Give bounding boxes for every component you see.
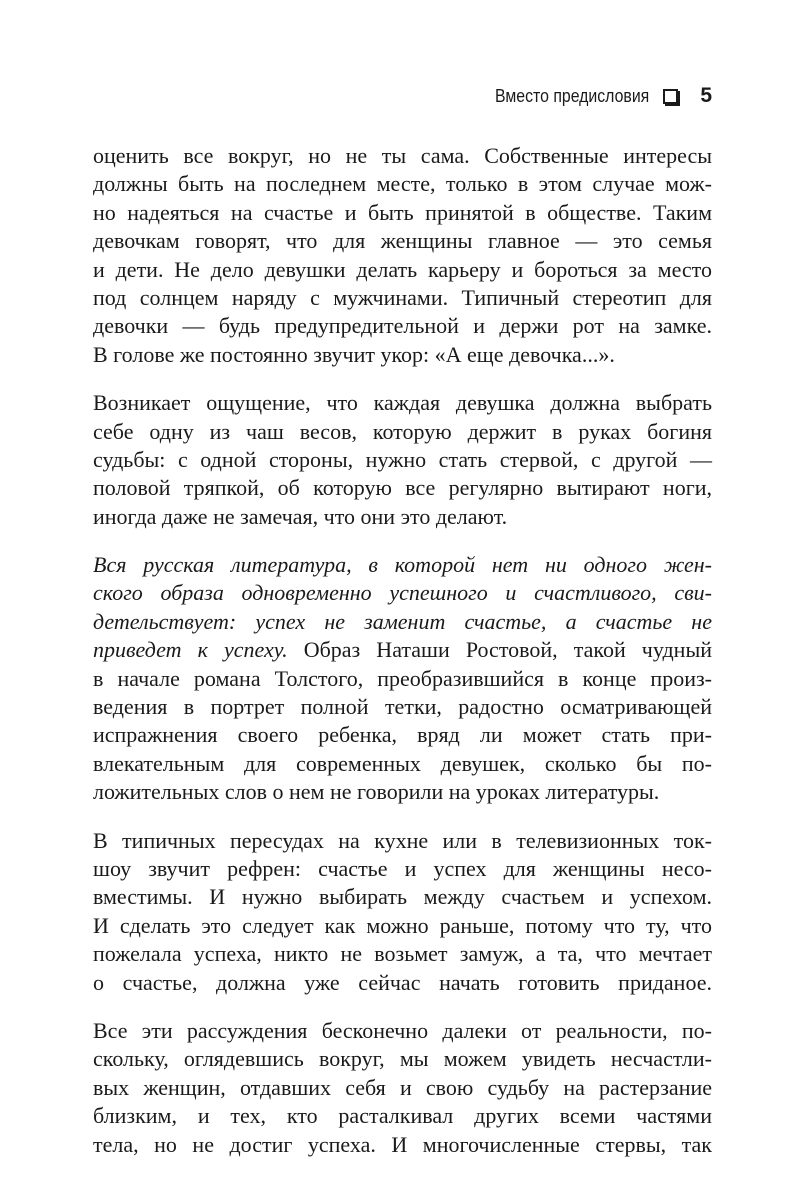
- mixed-line: [93, 636, 712, 664]
- text-line: о счастье, должна уже сейчас начать готовить приданое.: [93, 969, 712, 995]
- text-line: судьбы: с одной стороны, нужно стать стервой, с другой —: [93, 446, 712, 472]
- paragraph-4: [93, 827, 712, 997]
- italic-line: детельствует: успех не заменит счастье, а счастье не: [93, 608, 712, 634]
- italic-line: Вся русская литература, в которой нет ни одного жен-: [93, 552, 712, 578]
- text-line: половой тряпкой, об которую все регулярно вытирают ноги,: [93, 475, 712, 501]
- text-line: и дети. Не дело девушки делать карьеру и бороться за место: [93, 256, 712, 282]
- italic-line: ского образа одновременно успешного и счастливого, сви-: [93, 580, 712, 606]
- text-line: ложительных слов о нем не говорили на уроках литературы.: [93, 779, 660, 805]
- text-line: ведения в портрет полной тетки, радостно осматривающей: [93, 694, 712, 720]
- text-line: пожелала успеха, никто не возьмет замуж, а та, что мечтает: [93, 941, 712, 967]
- italic-fragment: приведет к успеху.: [93, 637, 288, 663]
- square-icon: [663, 89, 678, 104]
- text-line: в начале романа Толстого, преобразившийся в конце произ-: [93, 665, 712, 691]
- text-line: вместимы. И нужно выбирать между счастьем и успехом.: [93, 884, 712, 910]
- text-line: но надеяться на счастье и быть принятой в обществе. Таким: [93, 199, 712, 225]
- text-line: тела, но не достиг успеха. И многочисленные стервы, так: [93, 1131, 712, 1157]
- text-line: шоу звучит рефрен: счастье и успех для женщины несо-: [93, 855, 712, 881]
- text-line: девочки — будь предупредительной и держи рот на замке.: [93, 313, 712, 339]
- text-line: скольку, оглядевшись вокруг, мы можем увидеть несчастли-: [93, 1046, 712, 1072]
- text-line: Все эти рассуждения бесконечно далеки от реальности, по-: [93, 1017, 712, 1043]
- paragraph-2: [93, 389, 712, 531]
- section-title: Вместо предисловия: [495, 85, 650, 106]
- page-number: 5: [700, 84, 712, 107]
- text-line: себе одну из чаш весов, которую держит в руках богиня: [93, 418, 712, 444]
- paragraph-1: [93, 142, 712, 369]
- text-line: под солнцем наряду с мужчинами. Типичный стереотип для: [93, 284, 712, 310]
- text-line: испражнения своего ребенка, вряд ли может стать при-: [93, 722, 712, 748]
- text-line: В голове же постоянно звучит укор: «А еще девочка...».: [93, 341, 615, 367]
- text-line: оценить все вокруг, но не ты сама. Собственные интересы: [93, 143, 712, 168]
- text-line: близким, и тех, кто расталкивал других всеми частями: [93, 1103, 712, 1129]
- running-header: [474, 84, 712, 108]
- text-line: иногда даже не замечая, что они это делают.: [93, 503, 508, 529]
- text-line: девочкам говорят, что для женщины главное — это семья: [93, 228, 712, 254]
- text-line: влекательным для современных девушек, сколько бы по-: [93, 750, 712, 776]
- normal-fragment: Образ Наташи Ростовой, такой чудный: [287, 637, 713, 663]
- text-line: И сделать это следует как можно раньше, потому что ту, что: [93, 912, 712, 938]
- text-line: должны быть на последнем месте, только в этом случае мож-: [93, 171, 712, 197]
- body-text: [93, 142, 712, 1179]
- paragraph-5: [93, 1017, 712, 1159]
- text-line: Возникает ощущение, что каждая девушка должна выбрать: [93, 390, 712, 416]
- text-line: В типичных пересудах на кухне или в телевизионных ток-: [93, 827, 712, 853]
- paragraph-3: [93, 551, 712, 807]
- text-line: вых женщин, отдавших себя и свою судьбу на растерзание: [93, 1074, 712, 1100]
